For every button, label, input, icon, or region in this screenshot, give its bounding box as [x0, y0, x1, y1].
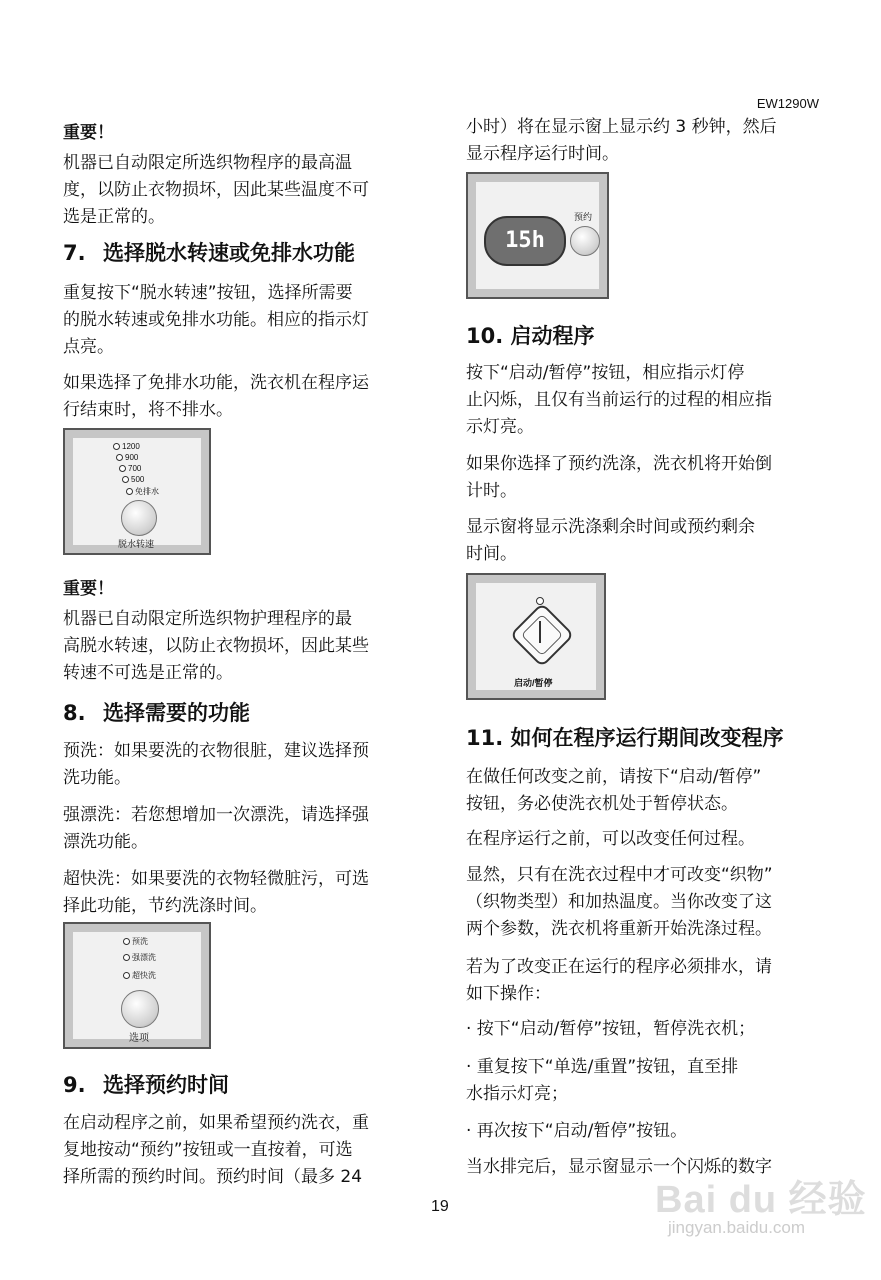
section-8-para-3	[63, 866, 423, 920]
section-11-para-3	[466, 862, 826, 943]
section-10-para-2	[466, 451, 826, 505]
section-number: 7.	[63, 241, 86, 265]
text-line: 计时。	[466, 481, 517, 501]
text-line: 复地按动“预约”按钮或一直按着，可选	[63, 1140, 353, 1160]
text-line: 重复按下“脱水转速”按钮，选择所需要	[63, 283, 353, 303]
options-label: 选项	[129, 1033, 149, 1044]
section-11-para-2	[466, 826, 826, 853]
start-pause-label: 启动/暂停	[514, 678, 553, 688]
options-panel	[63, 922, 211, 1049]
panel-face	[476, 583, 596, 690]
section-8-para-1	[63, 738, 423, 792]
text-line: 在启动程序之前，如果希望预约洗衣，重	[63, 1113, 369, 1133]
led-1200: 1200	[113, 442, 140, 451]
panel-face	[73, 438, 201, 549]
text-line: 点亮。	[63, 337, 114, 357]
bullet-3	[466, 1118, 826, 1145]
button-inner-ring	[521, 614, 563, 656]
text-line: 行结束时，将不排水。	[63, 400, 233, 420]
led-500: 500	[122, 475, 144, 484]
text-line: 时间。	[466, 544, 517, 564]
text-line: · 重复按下“单选/重置”按钮，直至排	[466, 1057, 739, 1077]
text-line: 当水排完后，显示窗显示一个闪烁的数字	[466, 1157, 772, 1177]
text-line: · 再次按下“启动/暂停”按钮。	[466, 1121, 688, 1141]
led-900: 900	[116, 453, 138, 462]
text-line: 度，以防止衣物损坏，因此某些温度不可	[63, 180, 369, 200]
text-line: 在程序运行之前，可以改变任何过程。	[466, 829, 755, 849]
text-line: 洗功能。	[63, 768, 131, 788]
section-11-heading	[466, 724, 846, 752]
led-prewash: 预洗	[123, 936, 148, 947]
delay-label: 预约	[574, 212, 593, 222]
text-line: 在做任何改变之前，请按下“启动/暂停”	[466, 767, 762, 787]
section-9-para-1	[63, 1110, 423, 1191]
section-10-para-3	[466, 514, 826, 568]
power-icon	[539, 621, 541, 643]
section-11-para-1	[466, 764, 826, 818]
text-line: 显然，只有在洗衣过程中才可改变“织物”	[466, 865, 773, 885]
section-11-para-4	[466, 954, 826, 1008]
section-title: 选择脱水转速或免排水功能	[103, 241, 355, 265]
text-line: 如果你选择了预约洗涤，洗衣机将开始倒	[466, 454, 772, 474]
section-10-para-1	[466, 360, 826, 441]
led-no-drain: 免排水	[126, 486, 159, 497]
text-line: 显示窗将显示洗涤剩余时间或预约剩余	[466, 517, 755, 537]
text-line: 高脱水转速，以防止衣物损坏，因此某些	[63, 636, 369, 656]
text-line: 如下操作：	[466, 984, 551, 1004]
start-indicator-led	[536, 597, 544, 605]
important-title: 重要！	[63, 579, 114, 599]
bullet-1	[466, 1016, 826, 1043]
options-button[interactable]	[121, 990, 159, 1028]
section-number: 8.	[63, 701, 86, 725]
start-pause-panel	[466, 573, 606, 700]
panel-face	[476, 182, 599, 289]
text-line: 的脱水转速或免排水功能。相应的指示灯	[63, 310, 369, 330]
text-line: 择所需的预约时间。预约时间（最多 24	[63, 1167, 363, 1187]
section-7-heading	[63, 239, 423, 267]
led-quick-wash: 超快洗	[123, 970, 156, 981]
delay-start-panel	[466, 172, 609, 299]
section-8-para-2	[63, 802, 423, 856]
section-title: 10. 启动程序	[466, 324, 595, 348]
text-line: （织物类型）和加热温度。当你改变了这	[466, 892, 772, 912]
important-note-2	[63, 574, 423, 599]
section-title: 选择需要的功能	[103, 701, 250, 725]
section-7-para-2	[63, 370, 423, 424]
section-10-heading	[466, 322, 826, 350]
text-line: 示灯亮。	[466, 417, 534, 437]
section-title: 11. 如何在程序运行期间改变程序	[466, 726, 784, 750]
section-8-heading	[63, 699, 423, 727]
text-line: 转速不可选是正常的。	[63, 663, 233, 683]
led-700: 700	[119, 464, 141, 473]
section-7-para-1	[63, 280, 423, 361]
time-display	[484, 216, 566, 266]
section-9-continued	[466, 114, 826, 168]
text-line: 按钮，务必使洗衣机处于暂停状态。	[466, 794, 738, 814]
panel-face	[73, 932, 201, 1044]
text-line: 小时）将在显示窗上显示约 3 秒钟，然后	[466, 117, 777, 137]
start-pause-button[interactable]	[509, 602, 574, 667]
text-line: 水指示灯亮；	[466, 1084, 568, 1104]
text-line: 选是正常的。	[63, 207, 165, 227]
text-line: 止闪烁，且仅有当前运行的过程的相应指	[466, 390, 772, 410]
delay-start-button[interactable]	[570, 226, 600, 256]
watermark-brand: Bai du 经验	[655, 1179, 867, 1221]
text-line: 按下“启动/暂停”按钮，相应指示灯停	[466, 363, 745, 383]
text-line: 强漂洗：若您想增加一次漂洗，请选择强	[63, 805, 369, 825]
spin-speed-button[interactable]	[121, 500, 157, 536]
text-line: 漂洗功能。	[63, 832, 148, 852]
text-line: 择此功能，节约洗涤时间。	[63, 896, 267, 916]
text-line: 机器已自动限定所选织物护理程序的最	[63, 609, 352, 629]
spin-speed-panel	[63, 428, 211, 555]
led-extra-rinse: 强漂洗	[123, 952, 156, 963]
important-text-1	[63, 150, 423, 231]
text-line: 机器已自动限定所选织物程序的最高温	[63, 153, 352, 173]
text-line: 如果选择了免排水功能，洗衣机在程序运	[63, 373, 369, 393]
text-line: 若为了改变正在运行的程序必须排水，请	[466, 957, 772, 977]
display-readout: 15h	[505, 228, 545, 253]
bullet-2	[466, 1054, 826, 1108]
text-line: 预洗：如果要洗的衣物很脏，建议选择预	[63, 741, 369, 761]
text-line: 超快洗：如果要洗的衣物轻微脏污，可选	[63, 869, 369, 889]
page-number: 19	[431, 1198, 449, 1215]
text-line: · 按下“启动/暂停”按钮，暂停洗衣机；	[466, 1019, 756, 1039]
text-line: 两个参数，洗衣机将重新开始洗涤过程。	[466, 919, 772, 939]
section-9-heading	[63, 1071, 423, 1099]
important-text-2	[63, 606, 423, 687]
text-line: 显示程序运行时间。	[466, 144, 619, 164]
watermark-url: jingyan.baidu.com	[668, 1218, 806, 1237]
section-title: 选择预约时间	[103, 1073, 229, 1097]
spin-speed-label: 脱水转速	[118, 539, 155, 549]
section-number: 9.	[63, 1073, 86, 1097]
important-title: 重要！	[63, 123, 114, 143]
model-number: EW1290W	[756, 96, 819, 111]
important-note-1	[63, 118, 423, 143]
